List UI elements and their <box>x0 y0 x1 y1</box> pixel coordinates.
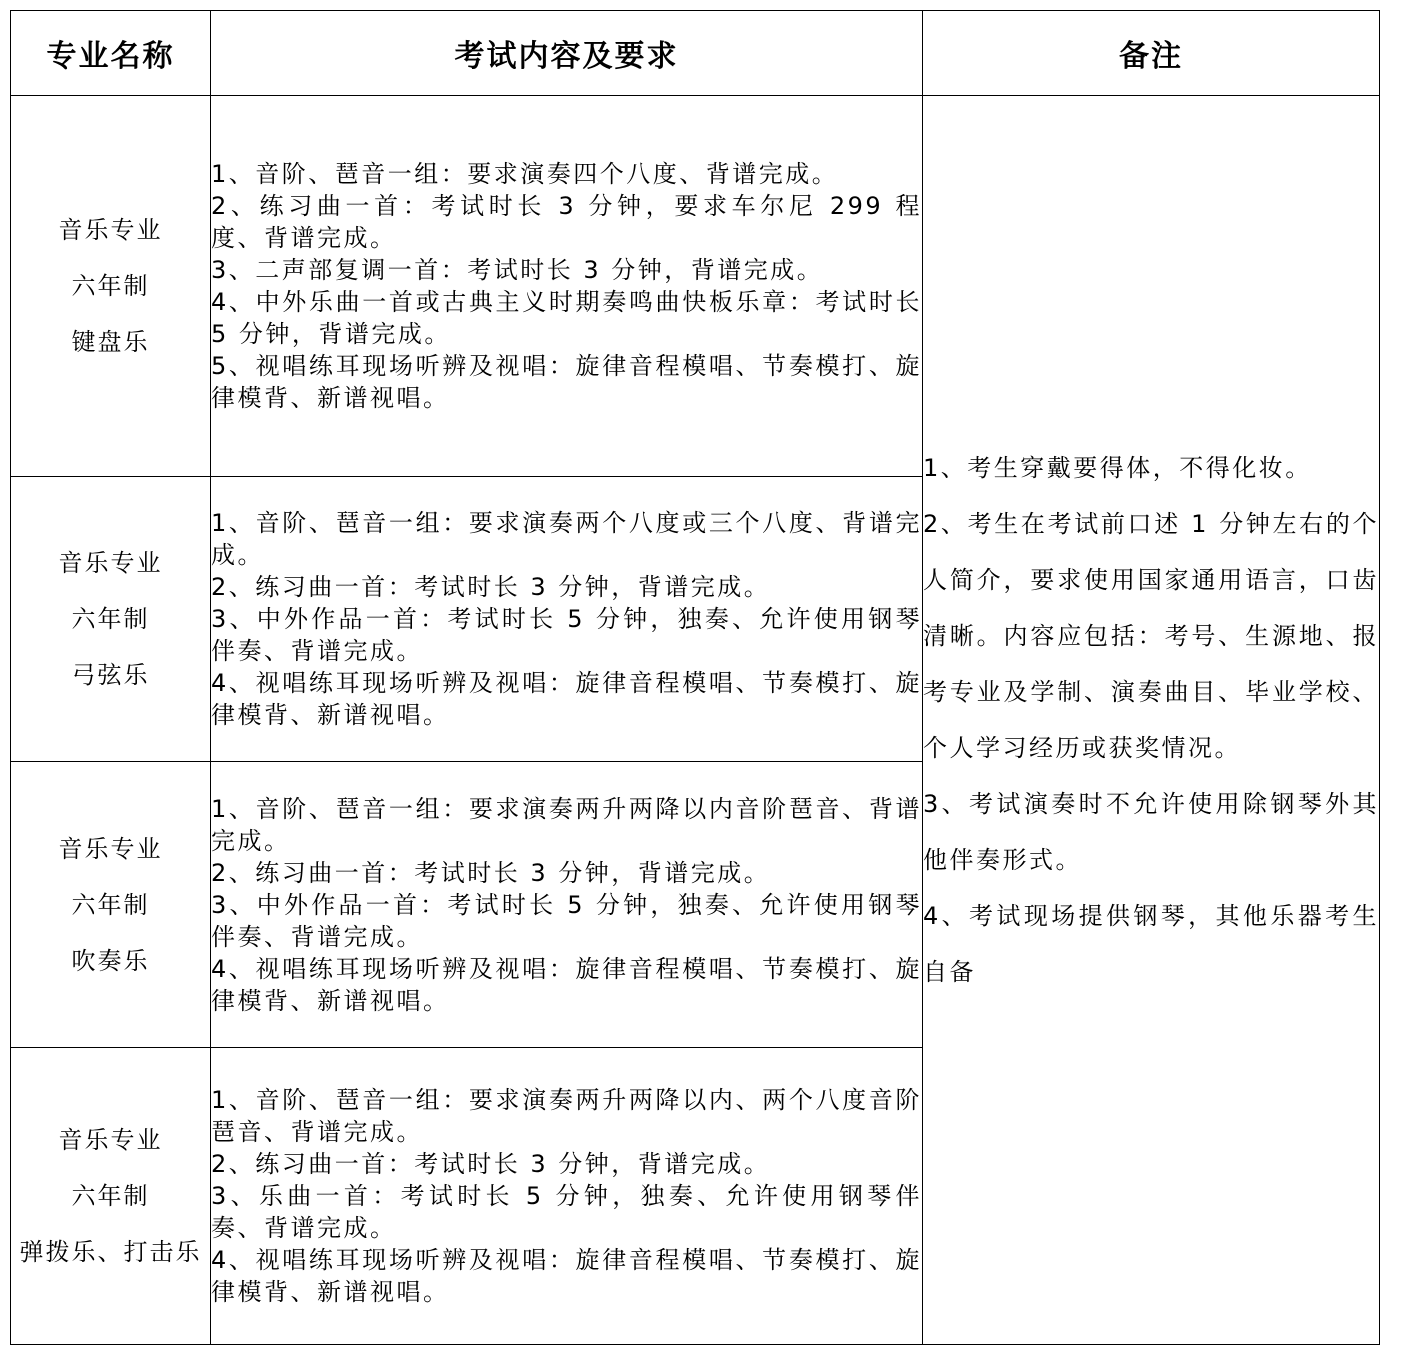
requirement-item: 1、音阶、琶音一组：要求演奏两升两降以内音阶琶音、背谱完成。 <box>211 794 922 855</box>
header-notes: 备注 <box>923 11 1380 96</box>
major-name: 音乐专业 <box>58 216 163 244</box>
requirement-item: 5、视唱练耳现场听辨及视唱：旋律音程模唱、节奏模打、旋律模背、新谱视唱。 <box>211 352 922 412</box>
major-instrument: 吹奏乐 <box>71 946 150 975</box>
major-duration: 六年制 <box>71 890 150 919</box>
notes-cell <box>923 96 1380 1345</box>
major-cell <box>11 477 211 762</box>
requirement-item: 1、音阶、琶音一组：要求演奏四个八度、背谱完成。 <box>211 160 839 188</box>
major-instrument: 弹拨乐、打击乐 <box>19 1238 202 1266</box>
major-duration: 六年制 <box>71 272 150 300</box>
table-row <box>11 96 1380 477</box>
requirement-item: 4、中外乐曲一首或古典主义时期奏鸣曲快板乐章：考试时长 5 分钟，背谱完成。 <box>211 288 922 348</box>
content-cell <box>211 1048 923 1345</box>
requirement-item: 3、二声部复调一首：考试时长 3 分钟，背谱完成。 <box>211 256 824 284</box>
requirement-item: 1、音阶、琶音一组：要求演奏两升两降以内、两个八度音阶琶音、背谱完成。 <box>211 1086 922 1146</box>
requirement-item: 3、乐曲一首：考试时长 5 分钟，独奏、允许使用钢琴伴奏、背谱完成。 <box>211 1182 922 1242</box>
requirement-item: 3、中外作品一首：考试时长 5 分钟，独奏、允许使用钢琴伴奏、背谱完成。 <box>211 890 922 951</box>
requirement-item: 4、视唱练耳现场听辨及视唱：旋律音程模唱、节奏模打、旋律模背、新谱视唱。 <box>211 954 922 1015</box>
requirement-item: 4、视唱练耳现场听辨及视唱：旋律音程模唱、节奏模打、旋律模背、新谱视唱。 <box>211 669 922 729</box>
content-cell <box>211 762 923 1048</box>
requirement-item: 4、视唱练耳现场听辨及视唱：旋律音程模唱、节奏模打、旋律模背、新谱视唱。 <box>211 1246 922 1306</box>
requirement-item: 2、练习曲一首：考试时长 3 分钟，要求车尔尼 299 程度、背谱完成。 <box>211 192 922 252</box>
header-major: 专业名称 <box>11 11 211 96</box>
content-cell <box>211 96 923 477</box>
header-content: 考试内容及要求 <box>211 11 923 96</box>
major-cell <box>11 1048 211 1345</box>
major-cell <box>11 96 211 477</box>
note-item: 1、考生穿戴要得体，不得化妆。 <box>923 454 1312 482</box>
note-item: 2、考生在考试前口述 1 分钟左右的个人简介，要求使用国家通用语言，口齿清晰。内容应包括：考号、生源地、报考专业及学制、演奏曲目、毕业学校、个人学习经历或获奖情况。 <box>923 510 1379 762</box>
requirement-item: 2、练习曲一首：考试时长 3 分钟，背谱完成。 <box>211 1150 771 1178</box>
major-duration: 六年制 <box>71 1182 150 1210</box>
exam-requirements-table <box>10 10 1380 1345</box>
major-instrument: 键盘乐 <box>71 328 150 356</box>
major-name: 音乐专业 <box>58 549 163 577</box>
major-cell <box>11 762 211 1048</box>
major-name: 音乐专业 <box>58 834 163 863</box>
note-item: 3、考试演奏时不允许使用除钢琴外其他伴奏形式。 <box>923 790 1379 874</box>
note-item: 4、考试现场提供钢琴，其他乐器考生自备 <box>923 902 1379 986</box>
table-header-row <box>11 11 1380 96</box>
requirement-item: 3、中外作品一首：考试时长 5 分钟，独奏、允许使用钢琴伴奏、背谱完成。 <box>211 605 922 665</box>
content-cell <box>211 477 923 762</box>
major-duration: 六年制 <box>71 605 150 633</box>
major-instrument: 弓弦乐 <box>71 661 150 689</box>
requirement-item: 2、练习曲一首：考试时长 3 分钟，背谱完成。 <box>211 573 771 601</box>
requirement-item: 1、音阶、琶音一组：要求演奏两个八度或三个八度、背谱完成。 <box>211 509 922 569</box>
major-name: 音乐专业 <box>58 1126 163 1154</box>
requirement-item: 2、练习曲一首：考试时长 3 分钟，背谱完成。 <box>211 858 771 887</box>
